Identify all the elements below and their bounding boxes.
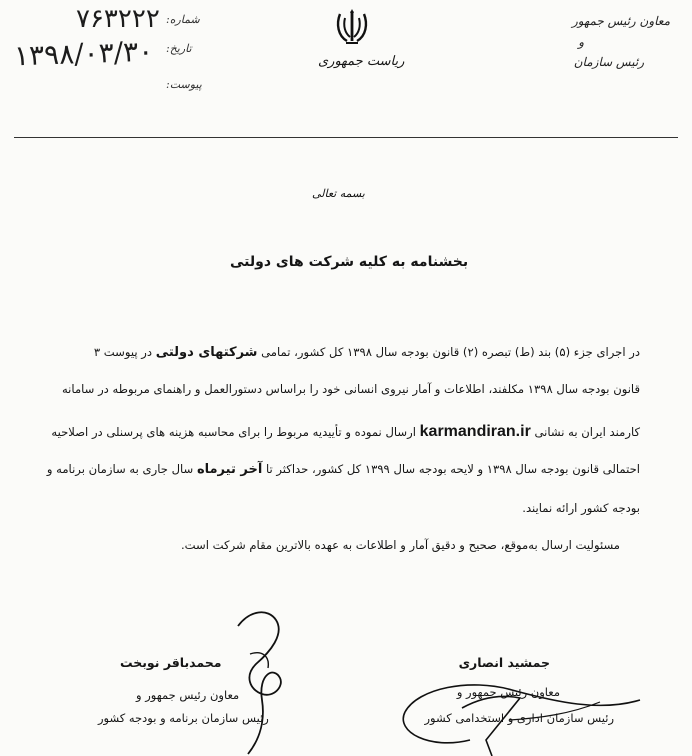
para-line-5: بودجه کشور ارائه نمایند. xyxy=(522,501,640,515)
header-right-line1: معاون رئیس جمهور xyxy=(571,14,670,28)
para-line-1-start: در اجرای جزء (۵) بند (ط) تبصره (۲) قانون بودجه سال ۱۳۹۸ کل کشور، تمامی xyxy=(261,345,640,359)
signer-1-name: جمشید انصاری xyxy=(458,655,550,670)
responsibility-line: مسئولیت ارسال به‌موقع، صحیح و دقیق آمار و اطلاعات به عهده بالاترین مقام شرکت است. xyxy=(180,538,620,552)
para-line-3 xyxy=(51,424,640,440)
attachment-label: پیوست: xyxy=(166,78,202,91)
number-label: شماره: xyxy=(166,13,200,26)
deadline-emphasis: آخر تیرماه xyxy=(196,462,263,477)
para-line-2: قانون بودجه سال ۱۳۹۸ مکلفند، اطلاعات و آمار نیروی انسانی خود را براساس دستورالعمل و راهنمای مربوطه در سامانه xyxy=(61,382,640,396)
signature-2-icon xyxy=(0,590,692,756)
para-line-3-start: کارمند ایران به نشانی xyxy=(534,425,640,439)
date-label: تاریخ: xyxy=(166,42,192,55)
signer-2-title-1: معاون رئیس جمهور و xyxy=(136,688,240,702)
signer-2-name: محمدباقر نوبخت xyxy=(120,655,222,670)
letter-number-value: ۷۶۳۲۲۲ xyxy=(76,4,160,34)
signer-2-title-2: رئیس سازمان برنامه و بودجه کشور xyxy=(98,711,269,725)
header-org-name: ریاست جمهوری xyxy=(318,54,405,69)
karmandiran-link: karmandiran.ir xyxy=(419,423,531,440)
header-right-line2: و xyxy=(578,35,584,49)
para-line-3-end: ارسال نموده و تأییدیه مربوط را برای محاسبه هزینه های پرسنلی در اصلاحیه xyxy=(51,425,416,439)
para-line-1 xyxy=(94,346,640,359)
iran-emblem-icon xyxy=(335,8,369,46)
para-line-1-end: در پیوست ۳ xyxy=(93,345,153,359)
circular-title: بخشنامه به کلیه شرکت های دولتی xyxy=(230,254,469,270)
signer-1-title-2: رئیس سازمان اداری و استخدامی کشور xyxy=(424,711,614,725)
para-line-4-end: سال جاری به سازمان برنامه و xyxy=(46,462,194,476)
state-companies-emphasis: شرکتهای دولتی xyxy=(155,345,258,360)
letter-date-value: ۱۳۹۸/۰۳/۳۰ xyxy=(13,34,154,73)
invocation: بسمه تعالی xyxy=(312,187,365,200)
header-divider xyxy=(14,137,678,138)
para-line-4 xyxy=(47,463,640,476)
para-line-4-start: احتمالی قانون بودجه سال ۱۳۹۸ و لایحه بودجه سال ۱۳۹۹ کل کشور، حداکثر تا xyxy=(265,462,640,476)
signer-1-title-1: معاون رئیس جمهور و xyxy=(456,685,560,699)
header-right-line3: رئیس سازمان xyxy=(573,55,644,69)
